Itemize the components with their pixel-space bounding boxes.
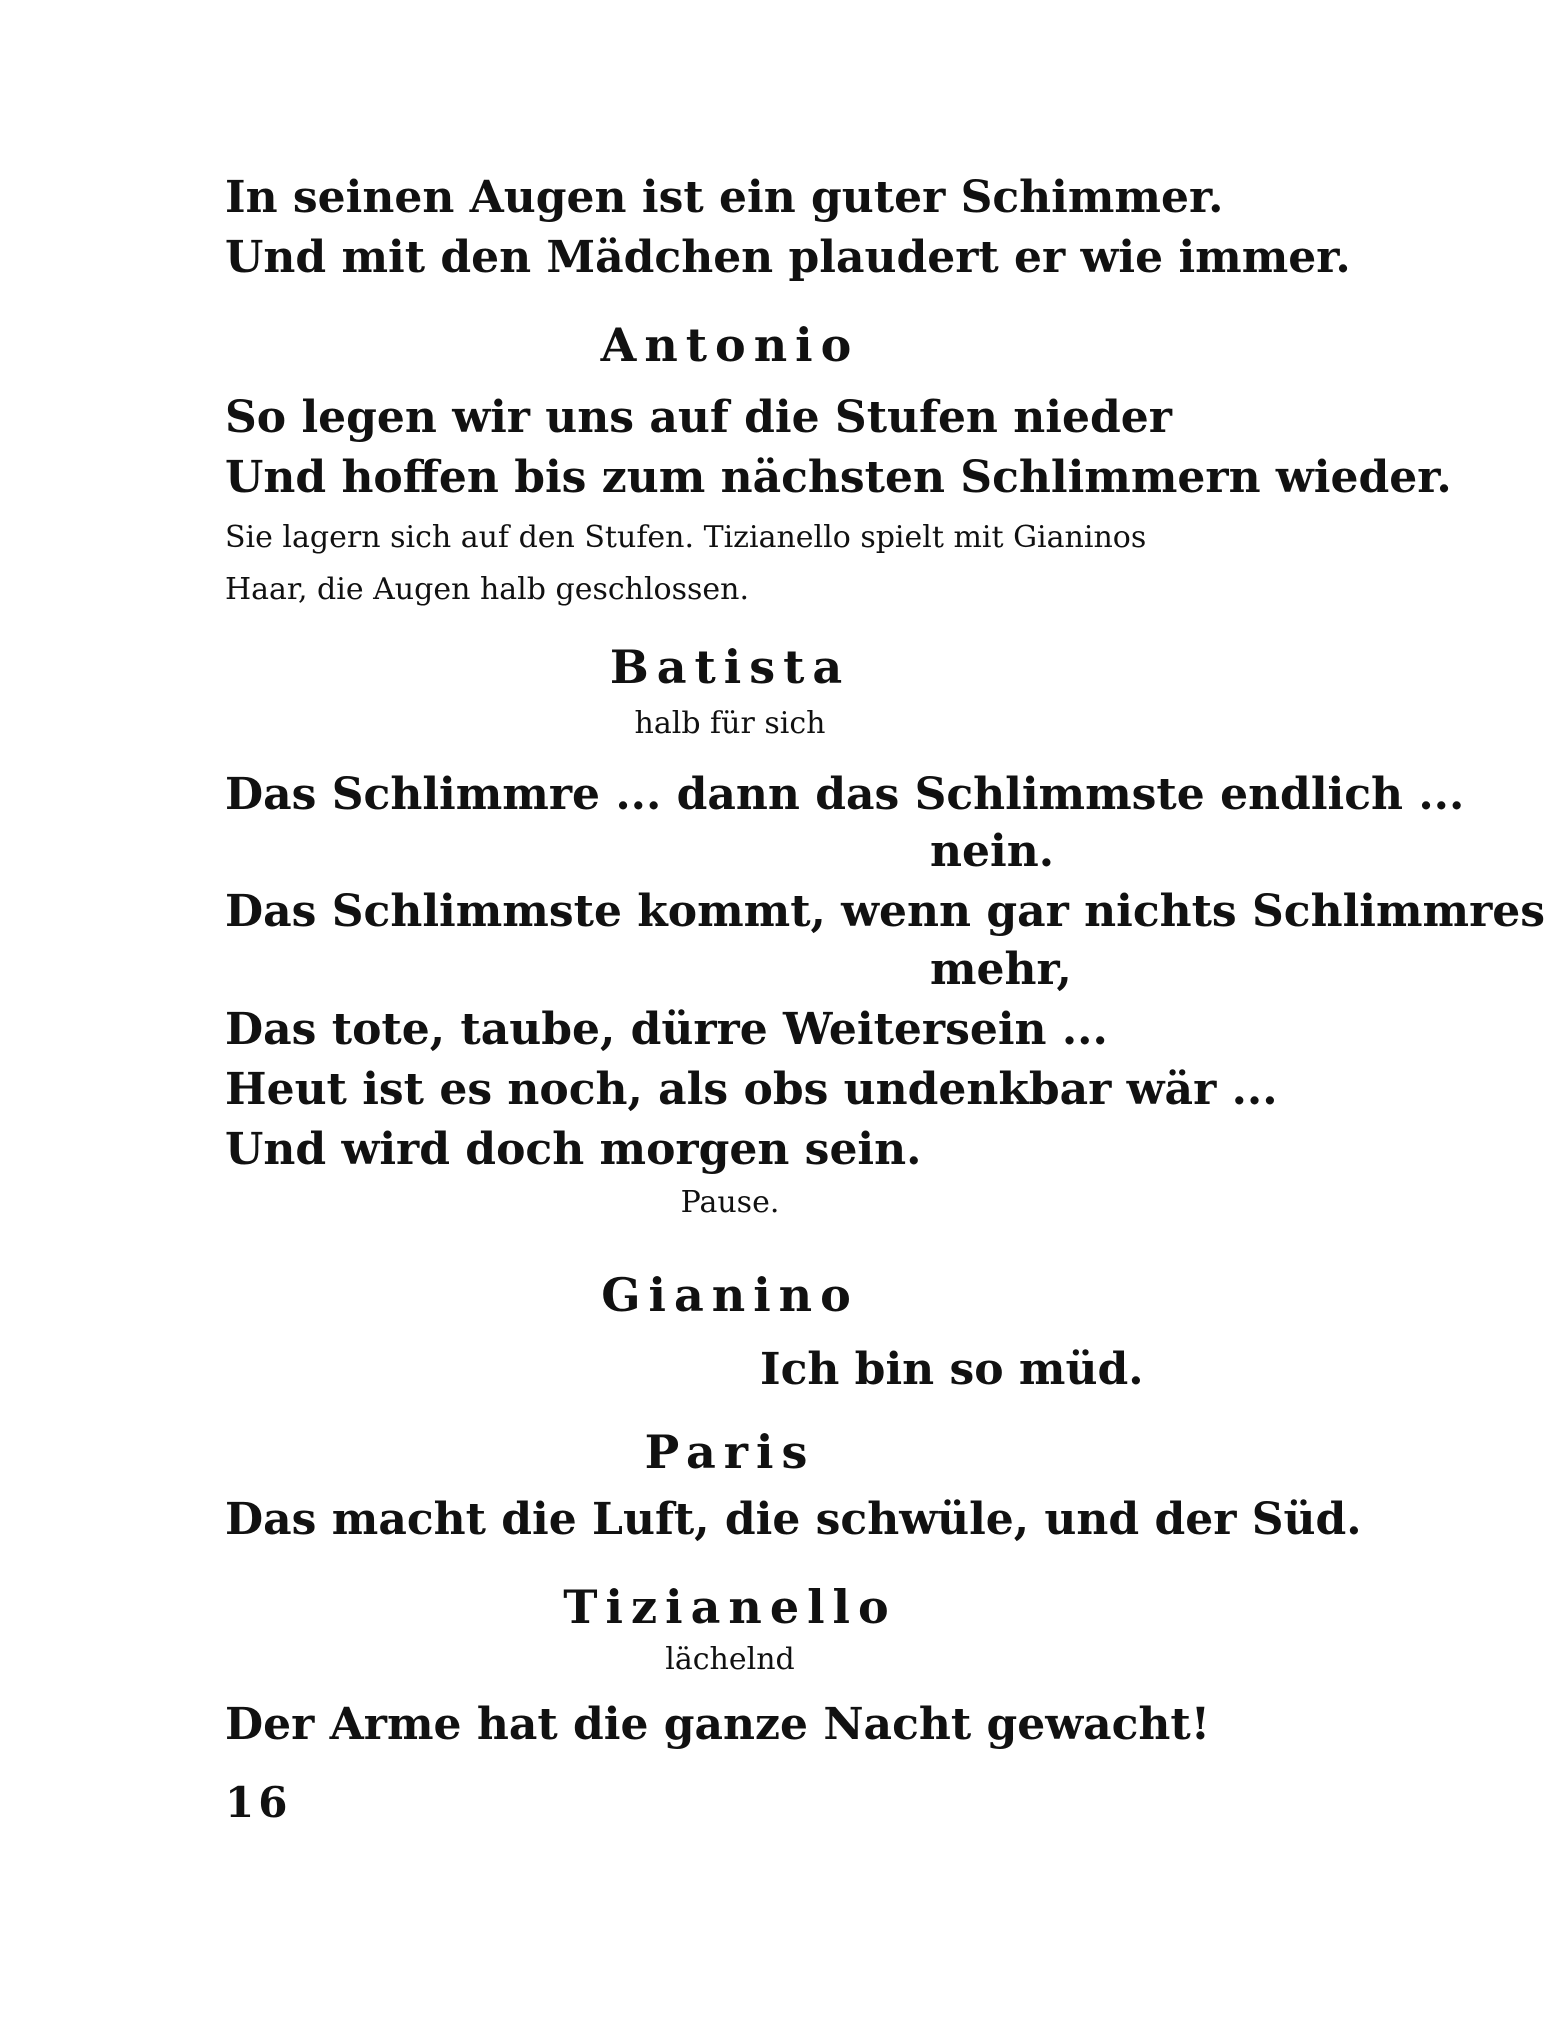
- speech-antonio: [225, 318, 1235, 372]
- stage-direction: lächelnd: [665, 1642, 795, 1677]
- batista-direction: [225, 706, 1235, 741]
- page-number: 16: [225, 1778, 292, 1827]
- tizianello-verse: [225, 1695, 1235, 1755]
- stage-direction: Pause.: [680, 1185, 780, 1220]
- speech-gianino: [225, 1268, 1235, 1322]
- stage-direction-line: Haar, die Augen halb geschlossen.: [225, 572, 750, 607]
- speaker-name: Antonio: [600, 318, 860, 372]
- verse-line: Und mit den Mädchen plaudert er wie immer.: [225, 232, 1351, 283]
- speech-paris: [225, 1425, 1235, 1479]
- stage-direction-line: Sie lagern sich auf den Stufen. Tizianello spielt mit Gianinos: [225, 520, 1147, 555]
- speaker-name: Tizianello: [563, 1580, 897, 1634]
- verse-line: Das macht die Luft, die schwüle, und der Süd.: [225, 1494, 1362, 1545]
- speaker-name: Paris: [644, 1425, 816, 1479]
- batista-verse-2: [225, 882, 1545, 942]
- verse-line: Und wird doch morgen sein.: [225, 1124, 922, 1175]
- pause-direction: [225, 1185, 1235, 1220]
- stage-direction: [225, 512, 1235, 616]
- verse-line: Der Arme hat die ganze Nacht gewacht!: [225, 1699, 1211, 1750]
- speaker-name: Gianino: [601, 1268, 859, 1322]
- speaker-name: Batista: [609, 640, 851, 694]
- batista-verse-rest: [225, 1000, 1278, 1180]
- verse-line: Heut ist es noch, als obs undenkbar wär ...: [225, 1064, 1278, 1115]
- verse-line: So legen wir uns auf die Stufen nieder: [225, 392, 1172, 443]
- verse-line: Das tote, taube, dürre Weitersein ...: [225, 1004, 1108, 1055]
- verse-line-continuation: mehr,: [930, 944, 1072, 995]
- verse-line: Ich bin so müd.: [760, 1344, 1144, 1395]
- speech-tizianello: [225, 1580, 1235, 1634]
- stage-direction: halb für sich: [634, 706, 826, 741]
- batista-verse: [225, 765, 1465, 825]
- verse-line: Das Schlimmre ... dann das Schlimmste endlich ...: [225, 769, 1465, 820]
- speech-batista: [225, 640, 1235, 694]
- verse-line: In seinen Augen ist ein guter Schimmer.: [225, 172, 1224, 223]
- opening-verse: [225, 168, 1351, 288]
- tizianello-direction: [225, 1642, 1235, 1677]
- verse-line: Das Schlimmste kommt, wenn gar nichts Schlimmres: [225, 886, 1545, 937]
- antonio-verse: [225, 388, 1452, 508]
- verse-line: Und hoffen bis zum nächsten Schlimmern wieder.: [225, 452, 1452, 503]
- verse-line-continuation: nein.: [930, 826, 1055, 877]
- paris-verse: [225, 1490, 1362, 1550]
